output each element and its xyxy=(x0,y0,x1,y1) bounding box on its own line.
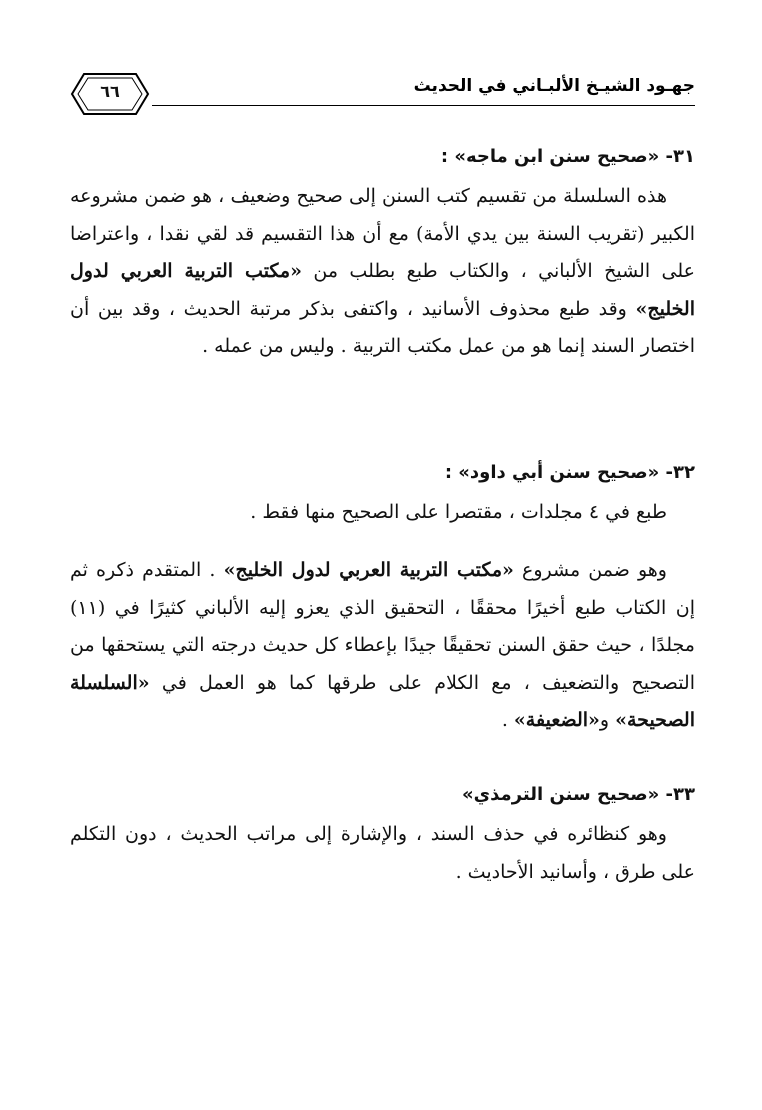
page-number-badge xyxy=(70,70,150,118)
paragraph-text: هذه السلسلة من تقسيم كتب السنن إلى صحيح وضعيف ، هو ضمن مشروعه الكبير (تقريب السنة بين يدي الأمة) مع أن هذا التقسيم قد لقي نقدا ، واعتراضا على الشيخ الألباني ، والكتاب طبع بطلب من xyxy=(70,185,695,282)
section-33 xyxy=(70,780,695,891)
section-31 xyxy=(70,142,695,366)
paragraph-text: وهو ضمن مشروع xyxy=(513,559,667,581)
section-32 xyxy=(70,458,695,532)
paragraph-text: و xyxy=(599,709,616,731)
section-paragraph xyxy=(70,178,695,366)
paragraph-text: . المتقدم ذكره ثم إن الكتاب طبع أخيرًا محققًا ، التحقيق الذي يعزو إليه الألباني كثيرًا في (١١) مجلدًا ، حيث حقق السنن تحقيقًا جيدًا بإعطاء كل حديث درجته التي يستحقها من التصحيح والتضعيف ، مع الكلام على طرقها كما هو العمل في xyxy=(70,559,695,694)
header-rule xyxy=(152,105,695,106)
bold-title: «الضعيفة» xyxy=(513,709,600,731)
paragraph-text: طبع في ٤ مجلدات ، مقتصرا على الصحيح منها فقط . xyxy=(250,501,667,523)
section-paragraph xyxy=(70,816,695,891)
section-32-continued xyxy=(70,552,695,740)
running-title: جهـود الشيـخ الألبـاني في الحديث xyxy=(413,76,695,96)
section-paragraph xyxy=(70,494,695,532)
paragraph-text: وقد طبع محذوف الأسانيد ، واكتفى بذكر مرتبة الحديث ، وقد بين أن اختصار السند إنما هو من عمل مكتب التربية . وليس من عمله . xyxy=(70,297,695,357)
bold-title: «السلسلة الصحيحة» xyxy=(70,671,695,731)
paragraph-text: . xyxy=(501,709,514,731)
page-number: ٦٦ xyxy=(100,82,120,101)
bold-title: «مكتب التربية العربي لدول الخليج» xyxy=(223,559,514,581)
section-paragraph xyxy=(70,552,695,740)
bold-title: «مكتب التربية العربي لدول الخليج» xyxy=(70,260,695,320)
section-heading: ٣٢- «صحيح سنن أبي داود» : xyxy=(444,462,695,483)
running-header xyxy=(70,70,695,110)
section-heading: ٣٣- «صحيح سنن الترمذي» xyxy=(462,784,695,805)
section-heading: ٣١- «صحيح سنن ابن ماجه» : xyxy=(440,146,695,167)
paragraph-text: وهو كنظائره في حذف السند ، والإشارة إلى مراتب الحديث ، دون التكلم على طرق ، وأسانيد الأحاديث . xyxy=(70,823,695,883)
